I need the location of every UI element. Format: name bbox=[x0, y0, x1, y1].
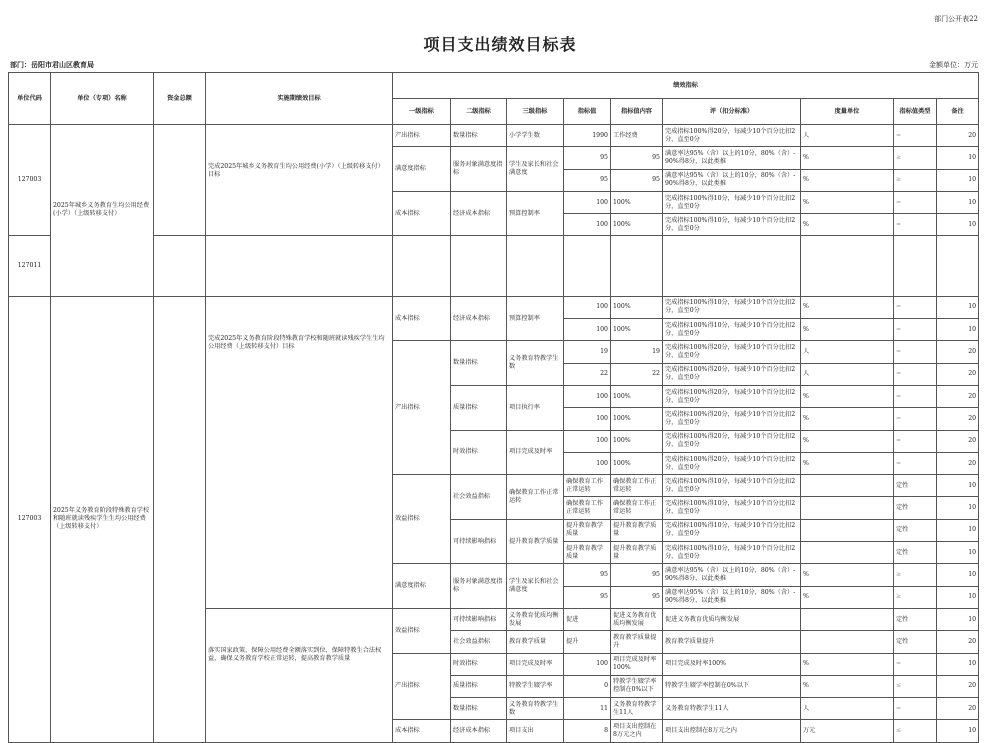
indicator-level1: 产出指标 bbox=[393, 653, 451, 720]
page-tag: 部门公开表22 bbox=[934, 15, 978, 23]
indicator-content: 95 bbox=[611, 169, 663, 191]
indicator-content: 项目支出控制在8万元之内 bbox=[611, 720, 663, 742]
indicator-content: 工作经费 bbox=[611, 125, 663, 147]
indicator-type: = bbox=[894, 125, 937, 147]
note: 20 bbox=[937, 430, 979, 452]
indicator-content bbox=[611, 236, 663, 296]
indicator-type: ≥ bbox=[894, 564, 937, 586]
indicator-content: 100% bbox=[611, 408, 663, 430]
funds-total bbox=[154, 236, 206, 296]
indicator-level2: 经济成本指标 bbox=[451, 296, 507, 341]
scoring-standard: 完成指标100%得10分，每减少10个百分比扣2分，直至0分 bbox=[663, 191, 801, 213]
indicator-value: 促进 bbox=[564, 608, 611, 630]
indicator-level1: 满意度指标 bbox=[393, 564, 451, 609]
indicator-content: 义务教育特教学生11人 bbox=[611, 698, 663, 720]
indicator-content: 100% bbox=[611, 452, 663, 474]
header-value: 指标值 bbox=[564, 99, 611, 125]
scoring-standard: 满意率达95%（含）以上的10分，80%（含）-90%得8分，以此类推 bbox=[663, 564, 801, 586]
scoring-standard: 完成指标100%得20分，每减少10个百分比扣2分，直至0分 bbox=[663, 430, 801, 452]
scoring-standard: 项目支出控制在8万元之内 bbox=[663, 720, 801, 742]
scoring-standard: 完成指标100%得10分，每减少10个百分比扣2分，直至0分 bbox=[663, 214, 801, 236]
indicator-type: ≥ bbox=[894, 586, 937, 608]
indicator-value: 提升 bbox=[564, 631, 611, 653]
indicator-level3 bbox=[507, 236, 564, 296]
note: 10 bbox=[937, 519, 979, 541]
header-type: 指标值类型 bbox=[894, 99, 937, 125]
indicator-content: 100% bbox=[611, 319, 663, 341]
indicator-value: 11 bbox=[564, 698, 611, 720]
indicator-content: 促进义务教育优质均衡发展 bbox=[611, 608, 663, 630]
indicator-value: 100 bbox=[564, 430, 611, 452]
scoring-standard: 完成指标100%得10分，每减少10个百分比扣2分，直至0分 bbox=[663, 475, 801, 497]
indicator-level2 bbox=[451, 236, 507, 296]
header-code: 单位代码 bbox=[9, 73, 51, 125]
scoring-standard: 特教学生辍学率控制在0%以下 bbox=[663, 675, 801, 697]
indicator-level2: 服务对象满意度指标 bbox=[451, 564, 507, 609]
indicator-level2: 数量指标 bbox=[451, 125, 507, 147]
indicator-level3: 确保教育工作正常运转 bbox=[507, 475, 564, 520]
indicator-level3: 小学学生数 bbox=[507, 125, 564, 147]
note: 20 bbox=[937, 408, 979, 430]
indicator-level2: 时效指标 bbox=[451, 653, 507, 675]
indicator-value: 100 bbox=[564, 214, 611, 236]
note: 10 bbox=[937, 608, 979, 630]
indicator-level3: 义务教育特教学生数 bbox=[507, 341, 564, 386]
indicator-content: 提升教育教学质量 bbox=[611, 542, 663, 564]
indicator-value: 100 bbox=[564, 452, 611, 474]
indicator-content: 特教学生辍学率控制在0%以下 bbox=[611, 675, 663, 697]
indicator-type: ≥ bbox=[894, 169, 937, 191]
indicator-value: 95 bbox=[564, 147, 611, 169]
measure-unit bbox=[801, 497, 894, 519]
scoring-standard: 完成指标100%得20分，每减少10个百分比扣2分，直至0分 bbox=[663, 385, 801, 407]
measure-unit bbox=[801, 519, 894, 541]
scoring-standard: 促进义务教育优质均衡发展 bbox=[663, 608, 801, 630]
indicator-value: 95 bbox=[564, 586, 611, 608]
indicator-level3: 项目完成及时率 bbox=[507, 653, 564, 675]
indicator-content: 100% bbox=[611, 214, 663, 236]
scoring-standard: 完成指标100%得20分，每减少10个百分比扣2分，直至0分 bbox=[663, 363, 801, 385]
header-measure: 度量单位 bbox=[801, 99, 894, 125]
note: 10 bbox=[937, 319, 979, 341]
indicator-level2: 可持续影响指标 bbox=[451, 608, 507, 630]
indicator-level1: 成本指标 bbox=[393, 296, 451, 341]
indicator-level1: 成本指标 bbox=[393, 720, 451, 742]
indicator-type: ≤ bbox=[894, 720, 937, 742]
indicator-type: = bbox=[894, 341, 937, 363]
measure-unit: % bbox=[801, 296, 894, 318]
header-l3: 三级指标 bbox=[507, 99, 564, 125]
indicator-type: = bbox=[894, 698, 937, 720]
unit-code: 127003 bbox=[9, 296, 51, 742]
indicator-level2: 可持续影响指标 bbox=[451, 519, 507, 564]
measure-unit bbox=[801, 608, 894, 630]
scoring-standard: 项目完成及时率100% bbox=[663, 653, 801, 675]
note: 20 bbox=[937, 341, 979, 363]
measure-unit: % bbox=[801, 452, 894, 474]
note: 10 bbox=[937, 147, 979, 169]
indicator-value: 100 bbox=[564, 385, 611, 407]
scoring-standard bbox=[663, 236, 801, 296]
department-label: 部门：岳阳市君山区教育局 bbox=[10, 60, 94, 69]
indicator-type: = bbox=[894, 191, 937, 213]
indicator-level1: 成本指标 bbox=[393, 191, 451, 236]
indicator-value: 95 bbox=[564, 564, 611, 586]
indicator-level3: 教育教学质量 bbox=[507, 631, 564, 653]
scoring-standard: 完成指标100%得20分，每减少10个百分比扣2分，直至0分 bbox=[663, 125, 801, 147]
indicator-value: 22 bbox=[564, 363, 611, 385]
note: 10 bbox=[937, 296, 979, 318]
indicator-content: 100% bbox=[611, 191, 663, 213]
indicator-level2: 数量指标 bbox=[451, 341, 507, 386]
measure-unit: % bbox=[801, 214, 894, 236]
note: 10 bbox=[937, 169, 979, 191]
indicator-level3: 学生及家长和社会满意度 bbox=[507, 147, 564, 192]
indicator-content: 95 bbox=[611, 586, 663, 608]
measure-unit bbox=[801, 475, 894, 497]
note: 20 bbox=[937, 125, 979, 147]
indicator-value: 1990 bbox=[564, 125, 611, 147]
indicator-level2: 时效指标 bbox=[451, 430, 507, 475]
indicator-content: 95 bbox=[611, 147, 663, 169]
indicator-level1: 满意度指标 bbox=[393, 147, 451, 192]
indicator-type: 定性 bbox=[894, 519, 937, 541]
note: 10 bbox=[937, 475, 979, 497]
indicator-type: = bbox=[894, 214, 937, 236]
measure-unit: % bbox=[801, 675, 894, 697]
page-title: 项目支出绩效目标表 bbox=[423, 35, 577, 54]
header-perf: 绩效指标 bbox=[393, 73, 979, 99]
goal-text: 完成2025年义务教育阶段特殊教育学校和随班就读残疾学生生均公用经费（上级转移支付）目标 bbox=[206, 296, 393, 608]
measure-unit: % bbox=[801, 385, 894, 407]
funds-total bbox=[154, 125, 206, 236]
measure-unit bbox=[801, 236, 894, 296]
indicator-value: 0 bbox=[564, 675, 611, 697]
indicator-content: 19 bbox=[611, 341, 663, 363]
project-name: 2025年义务教育阶段特殊教育学校和随班就读残疾学生生均公用经费（上级转移支付） bbox=[51, 296, 154, 742]
measure-unit: 人 bbox=[801, 341, 894, 363]
indicator-type: ≤ bbox=[894, 675, 937, 697]
amount-unit-label: 金额单位：万元 bbox=[929, 61, 978, 69]
measure-unit: % bbox=[801, 564, 894, 586]
indicator-type: = bbox=[894, 296, 937, 318]
note: 20 bbox=[937, 385, 979, 407]
indicator-type: = bbox=[894, 653, 937, 675]
note: 20 bbox=[937, 631, 979, 653]
indicator-level3: 提升教育教学质量 bbox=[507, 519, 564, 564]
indicator-value: 确保教育工作正常运转 bbox=[564, 475, 611, 497]
measure-unit: % bbox=[801, 319, 894, 341]
scoring-standard: 完成指标100%得20分，每减少10个百分比扣2分，直至0分 bbox=[663, 452, 801, 474]
measure-unit: % bbox=[801, 147, 894, 169]
measure-unit: % bbox=[801, 430, 894, 452]
header-goal: 实施期绩效目标 bbox=[206, 73, 393, 125]
indicator-type: 定性 bbox=[894, 475, 937, 497]
measure-unit: 人 bbox=[801, 698, 894, 720]
indicator-level2: 经济成本指标 bbox=[451, 720, 507, 742]
indicator-content: 提升教育教学质量 bbox=[611, 519, 663, 541]
scoring-standard: 完成指标100%得10分，每减少10个百分比扣2分，直至0分 bbox=[663, 319, 801, 341]
indicator-content: 确保教育工作正常运转 bbox=[611, 475, 663, 497]
indicator-value: 100 bbox=[564, 191, 611, 213]
performance-table bbox=[8, 72, 979, 743]
indicator-level3: 义务教育特教学生数 bbox=[507, 698, 564, 720]
scoring-standard: 满意率达95%（含）以上的10分，80%（含）-90%得8分，以此类推 bbox=[663, 169, 801, 191]
funds-total bbox=[154, 296, 206, 742]
indicator-value: 提升教育教学质量 bbox=[564, 542, 611, 564]
indicator-value: 提升教育教学质量 bbox=[564, 519, 611, 541]
goal-text: 完成2025年城乡义务教育生均公用经费(小学）（上级转移支付）目标 bbox=[206, 125, 393, 236]
indicator-level2: 社会效益指标 bbox=[451, 475, 507, 520]
note bbox=[937, 236, 979, 296]
header-content: 指标值内容 bbox=[611, 99, 663, 125]
indicator-level3: 项目支出 bbox=[507, 720, 564, 742]
indicator-content: 95 bbox=[611, 564, 663, 586]
measure-unit bbox=[801, 542, 894, 564]
header-standard: 评（扣分标准） bbox=[663, 99, 801, 125]
note: 10 bbox=[937, 542, 979, 564]
indicator-level2: 社会效益指标 bbox=[451, 631, 507, 653]
indicator-level3: 项目执行率 bbox=[507, 385, 564, 430]
table-body bbox=[9, 125, 979, 743]
scoring-standard: 完成指标100%得20分，每减少10个百分比扣2分，直至0分 bbox=[663, 341, 801, 363]
scoring-standard: 完成指标100%得10分，每减少10个百分比扣2分，直至0分 bbox=[663, 497, 801, 519]
indicator-level2: 数量指标 bbox=[451, 698, 507, 720]
indicator-level2: 经济成本指标 bbox=[451, 191, 507, 236]
indicator-content: 教育教学质量提升 bbox=[611, 631, 663, 653]
measure-unit: 人 bbox=[801, 125, 894, 147]
header-name: 单位（专项）名称 bbox=[51, 73, 154, 125]
indicator-type: 定性 bbox=[894, 497, 937, 519]
indicator-type: 定性 bbox=[894, 542, 937, 564]
indicator-level3: 项目完成及时率 bbox=[507, 430, 564, 475]
indicator-level2: 服务对象满意度指标 bbox=[451, 147, 507, 192]
indicator-value: 100 bbox=[564, 408, 611, 430]
indicator-type: = bbox=[894, 430, 937, 452]
indicator-level2: 质量指标 bbox=[451, 385, 507, 430]
indicator-type: = bbox=[894, 363, 937, 385]
indicator-value bbox=[564, 236, 611, 296]
indicator-content: 22 bbox=[611, 363, 663, 385]
scoring-standard: 完成指标100%得20分，每减少10个百分比扣2分，直至0分 bbox=[663, 408, 801, 430]
measure-unit bbox=[801, 631, 894, 653]
header-funds: 资金总额 bbox=[154, 73, 206, 125]
indicator-type: ≥ bbox=[894, 147, 937, 169]
indicator-level3: 预算控制率 bbox=[507, 191, 564, 236]
indicator-type bbox=[894, 236, 937, 296]
indicator-content: 确保教育工作正常运转 bbox=[611, 497, 663, 519]
note: 20 bbox=[937, 698, 979, 720]
indicator-level3: 学生及家长和社会满意度 bbox=[507, 564, 564, 609]
note: 10 bbox=[937, 586, 979, 608]
goal-text: 落实国家政策，保障公用经费全额落实到位，保障特教生合法权益，确保义务教育学校正常运转，提高教育教学质量 bbox=[206, 608, 393, 742]
indicator-content: 100% bbox=[611, 385, 663, 407]
indicator-level3: 义务教育优质均衡发展 bbox=[507, 608, 564, 630]
measure-unit: 人 bbox=[801, 363, 894, 385]
measure-unit: % bbox=[801, 653, 894, 675]
indicator-value: 100 bbox=[564, 653, 611, 675]
indicator-level3: 预算控制率 bbox=[507, 296, 564, 341]
note: 20 bbox=[937, 452, 979, 474]
indicator-level1: 产出指标 bbox=[393, 341, 451, 475]
unit-code: 127003 bbox=[9, 125, 51, 236]
measure-unit: 万元 bbox=[801, 720, 894, 742]
scoring-standard: 完成指标100%得10分，每减少10个百分比扣2分，直至0分 bbox=[663, 296, 801, 318]
header-l1: 一级指标 bbox=[393, 99, 451, 125]
indicator-type: 定性 bbox=[894, 608, 937, 630]
scoring-standard: 满意率达95%（含）以上的10分，80%（含）-90%得8分，以此类推 bbox=[663, 147, 801, 169]
indicator-level1: 效益指标 bbox=[393, 475, 451, 564]
indicator-type: = bbox=[894, 452, 937, 474]
measure-unit: % bbox=[801, 169, 894, 191]
indicator-type: = bbox=[894, 385, 937, 407]
note: 20 bbox=[937, 675, 979, 697]
indicator-content: 项目完成及时率100% bbox=[611, 653, 663, 675]
indicator-value: 100 bbox=[564, 296, 611, 318]
scoring-standard: 教育教学质量提升 bbox=[663, 631, 801, 653]
note: 10 bbox=[937, 214, 979, 236]
indicator-type: = bbox=[894, 319, 937, 341]
indicator-value: 100 bbox=[564, 319, 611, 341]
indicator-type: 定性 bbox=[894, 631, 937, 653]
table-row bbox=[9, 296, 979, 318]
scoring-standard: 满意率达95%（含）以上的10分，80%（含）-90%得8分，以此类推 bbox=[663, 586, 801, 608]
indicator-value: 8 bbox=[564, 720, 611, 742]
note: 10 bbox=[937, 497, 979, 519]
indicator-content: 100% bbox=[611, 296, 663, 318]
note: 20 bbox=[937, 363, 979, 385]
note: 10 bbox=[937, 720, 979, 742]
note: 10 bbox=[937, 191, 979, 213]
indicator-level1 bbox=[393, 236, 451, 296]
scoring-standard: 完成指标100%得10分，每减少10个百分比扣2分，直至0分 bbox=[663, 542, 801, 564]
indicator-level1: 产出指标 bbox=[393, 125, 451, 147]
indicator-type: = bbox=[894, 408, 937, 430]
header-note: 备注 bbox=[937, 99, 979, 125]
header-l2: 二级指标 bbox=[451, 99, 507, 125]
indicator-level2: 质量指标 bbox=[451, 675, 507, 697]
indicator-value: 19 bbox=[564, 341, 611, 363]
project-name: 2025年城乡义务教育生均公用经费(小学）（上级转移支付） bbox=[51, 125, 154, 297]
goal-text bbox=[206, 236, 393, 296]
measure-unit: % bbox=[801, 586, 894, 608]
note: 10 bbox=[937, 653, 979, 675]
scoring-standard: 完成指标100%得10分，每减少10个百分比扣2分，直至0分 bbox=[663, 519, 801, 541]
indicator-value: 确保教育工作正常运转 bbox=[564, 497, 611, 519]
indicator-level3: 特教学生辍学率 bbox=[507, 675, 564, 697]
note: 10 bbox=[937, 564, 979, 586]
measure-unit: % bbox=[801, 191, 894, 213]
table-row bbox=[9, 236, 979, 296]
indicator-level1: 效益指标 bbox=[393, 608, 451, 653]
measure-unit: % bbox=[801, 408, 894, 430]
table-row bbox=[9, 125, 979, 147]
indicator-content: 100% bbox=[611, 430, 663, 452]
unit-code: 127011 bbox=[9, 236, 51, 296]
indicator-value: 95 bbox=[564, 169, 611, 191]
scoring-standard: 义务教育特教学生11人 bbox=[663, 698, 801, 720]
